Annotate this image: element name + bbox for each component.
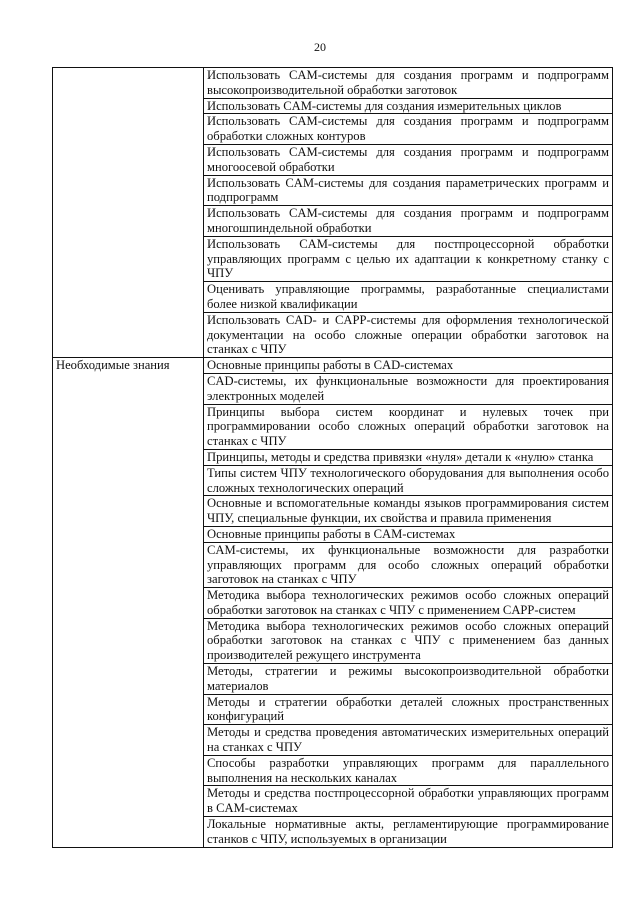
requirement-item-cell: Методика выбора технологических режимов особо сложных операций обработки заготовок на станках с ЧПУ с применением CAPP-систем: [204, 588, 613, 619]
requirement-item-cell: Локальные нормативные акты, регламентирующие программирование станков с ЧПУ, используемых в организации: [204, 817, 613, 848]
requirement-item-cell: Принципы выбора систем координат и нулевых точек при программировании особо сложных операций обработки заготовок на станках с ЧПУ: [204, 404, 613, 449]
requirement-item-cell: Использовать CAM-системы для создания программ и подпрограмм многошпиндельной обработки: [204, 206, 613, 237]
requirement-item-cell: Методы и средства проведения автоматических измерительных операций на станках с ЧПУ: [204, 725, 613, 756]
requirement-item-cell: Основные принципы работы в CAM-системах: [204, 526, 613, 542]
requirement-item-cell: Основные принципы работы в CAD-системах: [204, 358, 613, 374]
requirement-item-cell: Методы, стратегии и режимы высокопроизводительной обработки материалов: [204, 664, 613, 695]
section-label-cell: [53, 68, 204, 358]
requirement-item-cell: Способы разработки управляющих программ для параллельного выполнения на нескольких каналах: [204, 755, 613, 786]
table-row: [53, 358, 613, 374]
section-label-cell: Необходимые знания: [53, 358, 204, 848]
requirements-table: [52, 67, 613, 848]
requirement-item-cell: Использовать CAM-системы для постпроцессорной обработки управляющих программ с целью их адаптации к конкретному станку с ЧПУ: [204, 236, 613, 281]
requirement-item-cell: Использовать CAM-системы для создания программ и подпрограмм многоосевой обработки: [204, 144, 613, 175]
requirement-item-cell: Типы систем ЧПУ технологического оборудования для выполнения особо сложных технологических операций: [204, 465, 613, 496]
table-row: [53, 68, 613, 99]
requirement-item-cell: Использовать CAM-системы для создания измерительных циклов: [204, 98, 613, 114]
requirement-item-cell: Использовать CAM-системы для создания программ и подпрограмм высокопроизводительной обработки заготовок: [204, 68, 613, 99]
requirement-item-cell: Использовать CAM-системы для создания программ и подпрограмм обработки сложных контуров: [204, 114, 613, 145]
page-number: 20: [314, 40, 326, 54]
requirement-item-cell: Основные и вспомогательные команды языков программирования систем ЧПУ, специальные функции, их свойства и правила применения: [204, 496, 613, 527]
requirement-item-cell: CAM-системы, их функциональные возможности для разработки управляющих программ для особо сложных операций обработки заготовок на станках с ЧПУ: [204, 542, 613, 587]
requirement-item-cell: Принципы, методы и средства привязки «нуля» детали к «нулю» станка: [204, 449, 613, 465]
requirement-item-cell: Методы и стратегии обработки деталей сложных пространственных конфигураций: [204, 694, 613, 725]
requirement-item-cell: Использовать CAD- и CAPP-системы для оформления технологической документации на особо сложные операции обработки заготовок на станках с ЧПУ: [204, 312, 613, 357]
requirements-table-body: [53, 68, 613, 848]
requirement-item-cell: Использовать CAM-системы для создания параметрических программ и подпрограмм: [204, 175, 613, 206]
requirement-item-cell: CAD-системы, их функциональные возможности для проектирования электронных моделей: [204, 373, 613, 404]
requirement-item-cell: Методы и средства постпроцессорной обработки управляющих программ в CAM-системах: [204, 786, 613, 817]
requirement-item-cell: Оценивать управляющие программы, разработанные специалистами более низкой квалификации: [204, 282, 613, 313]
requirement-item-cell: Методика выбора технологических режимов особо сложных операций обработки заготовок на станках с ЧПУ с применением баз данных производителей режущего инструмента: [204, 618, 613, 663]
